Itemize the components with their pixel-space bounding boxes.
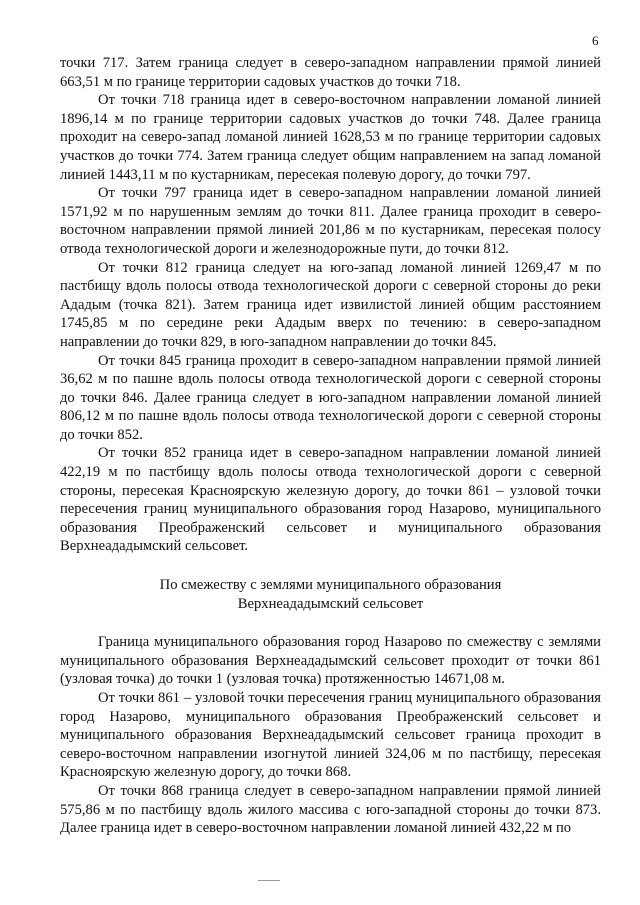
section-heading (60, 576, 601, 613)
paragraph: От точки 797 граница идет в северо-западном направлении ломаной линией 1571,92 м по нарушенным землям до точки 811. Далее граница проходит в северо-восточном направлении прямой линией 201,86 м по кустарникам, пересекая полосу отвода технологической дороги и железнодорожные пути, до точки 812. (60, 185, 601, 257)
page-number: 6 (592, 33, 599, 48)
paragraph: От точки 852 граница идет в северо-западном направлении ломаной линией 422,19 м по пастбищу вдоль полосы отвода технологической дороги с северной стороны, пересекая Красноярскую железную дорогу, до точки 861 – узловой точки пересечения границ муниципального образования город Назарово, муниципального образования Преображенский сельсовет и муниципального образования Верхнеададымский сельсовет. (60, 445, 601, 555)
paragraph: От точки 868 граница следует в северо-западном направлении прямой линией 575,86 м по пастбищу вдоль жилого массива с юго-западной стороны до точки 873. Далее граница идет в северо-восточном направлении ломаной линией 432,22 м по (60, 782, 601, 837)
paragraph: От точки 845 граница проходит в северо-западном направлении прямой линией 36,62 м по пашне вдоль полосы отвода технологической дороги с северной стороны до точки 846. Далее граница следует в юго-западном направлении ломаной линией 806,12 м по пашне вдоль полосы отвода технологической дороги с северной стороны до точки 852. (60, 352, 601, 443)
paragraph: Граница муниципального образования город Назарово по смежеству с землями муниципального образования Верхнеададымский сельсовет проходит от точки 861 (узловая точка) до точки 1 (узловая точка) протяженностью 14671,08 м. (60, 634, 601, 688)
paragraph: От точки 812 граница следует на юго-запад ломаной линией 1269,47 м по пастбищу вдоль полосы отвода технологической дороги с северной стороны до реки Ададым (точка 821). Затем граница идет извилистой линией общим расстоянием 1745,85 м по середине реки Ададым вверх по течению: в северо-западном направлении до точки 829, в юго-западном направлении до точки 845. (60, 259, 601, 350)
section-heading-line-2: Верхнеададымский сельсовет (237, 595, 424, 612)
footer-divider (258, 880, 280, 881)
document-body (60, 54, 601, 838)
paragraph: От точки 861 – узловой точки пересечения границ муниципального образования город Назарово, муниципального образования Преображенский сельсовет и муниципального образования Верхнеададымский сельсовет граница проходит в северо-восточном направлении изогнутой линией 324,06 м по пастбищу, пересекая Красноярскую железную дорогу, до точки 868. (60, 690, 601, 781)
paragraph: точки 717. Затем граница следует в северо-западном направлении прямой линией 663,51 м по границе территории садовых участков до точки 718. (60, 55, 601, 90)
paragraph: От точки 718 граница идет в северо-восточном направлении ломаной линией 1896,14 м по границе территории садовых участков до точки 748. Далее граница проходит на северо-запад ломаной линией 1628,53 м по границе территории садовых участков до точки 774. Затем граница следует общим направлением на запад ломаной линией 1443,11 м по кустарникам, пересекая полевую дорогу, до точки 797. (60, 92, 601, 183)
section-heading-line-1: По смежеству с землями муниципального образования (159, 577, 502, 594)
